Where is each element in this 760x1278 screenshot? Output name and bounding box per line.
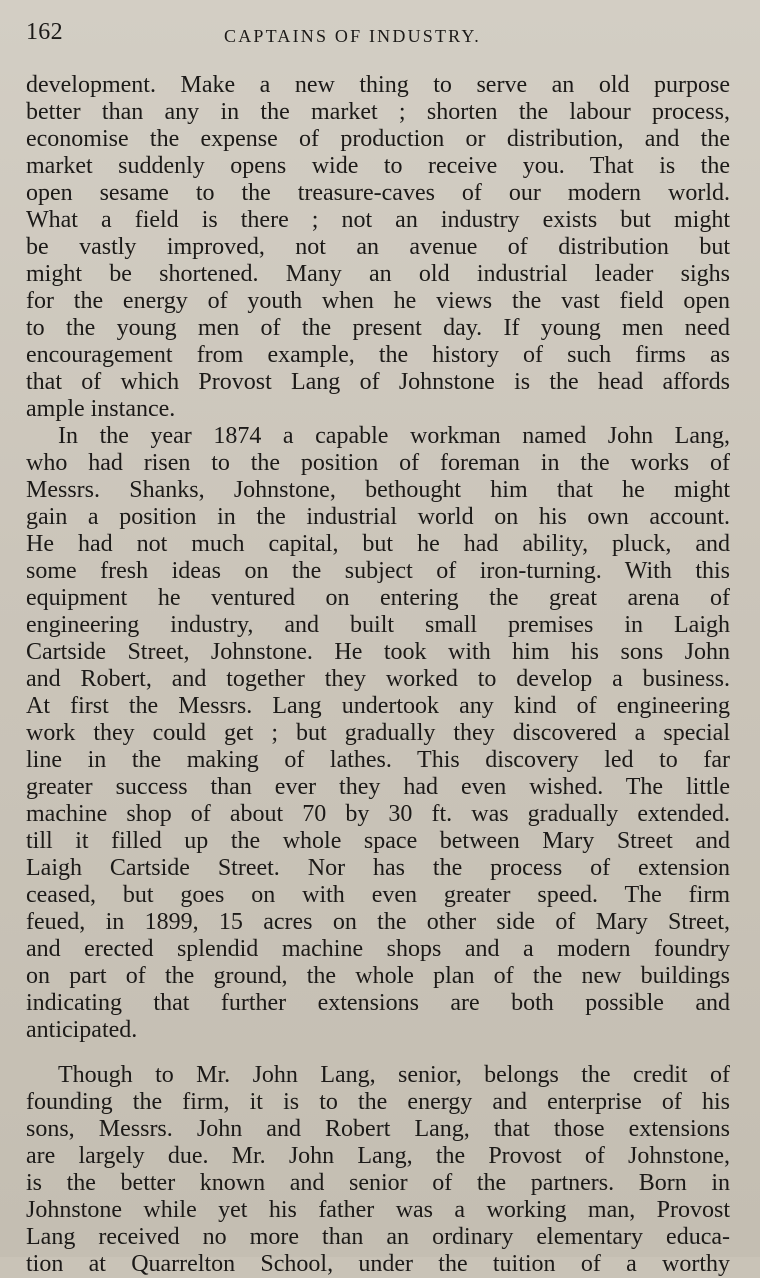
- text-line: Messrs. Shanks, Johnstone, bethought him that he might: [26, 477, 730, 503]
- text-line: ceased, but goes on with even greater speed. The firm: [26, 882, 730, 908]
- text-line: sons, Messrs. John and Robert Lang, that those extensions: [26, 1116, 730, 1142]
- paragraph-1: [26, 72, 730, 423]
- text-line: market suddenly opens wide to receive you. That is the: [26, 153, 730, 179]
- text-line: tion at Quarrelton School, under the tuition of a worthy: [26, 1251, 730, 1277]
- text-line: and Robert, and together they worked to develop a business.: [26, 666, 730, 692]
- text-line: feued, in 1899, 15 acres on the other side of Mary Street,: [26, 909, 730, 935]
- text-line: development. Make a new thing to serve an old purpose: [26, 72, 730, 98]
- text-line: be vastly improved, not an avenue of distribution but: [26, 234, 730, 260]
- text-line: better than any in the market ; shorten the labour process,: [26, 99, 730, 125]
- body-text: [26, 72, 730, 1278]
- text-line: greater success than ever they had even wished. The little: [26, 774, 730, 800]
- text-line: Lang received no more than an ordinary elementary educa-: [26, 1224, 730, 1250]
- text-line: work they could get ; but gradually they discovered a special: [26, 720, 730, 746]
- text-line: might be shortened. Many an old industrial leader sighs: [26, 261, 730, 287]
- text-line: to the young men of the present day. If young men need: [26, 315, 730, 341]
- page-header: [26, 20, 726, 54]
- paragraph-gap: [26, 1044, 730, 1062]
- text-line: Cartside Street, Johnstone. He took with him his sons John: [26, 639, 730, 665]
- text-line: He had not much capital, but he had ability, pluck, and: [26, 531, 730, 557]
- text-line: encouragement from example, the history of such firms as: [26, 342, 730, 368]
- text-line: indicating that further extensions are both possible and: [26, 990, 730, 1016]
- text-line: some fresh ideas on the subject of iron-turning. With this: [26, 558, 730, 584]
- page-number: 162: [26, 19, 63, 45]
- text-line: till it filled up the whole space between Mary Street and: [26, 828, 730, 854]
- text-line: is the better known and senior of the partners. Born in: [26, 1170, 730, 1196]
- text-line: and erected splendid machine shops and a modern foundry: [26, 936, 730, 962]
- text-line: on part of the ground, the whole plan of the new buildings: [26, 963, 730, 989]
- text-line: Though to Mr. John Lang, senior, belongs the credit of: [58, 1062, 730, 1088]
- text-line: are largely due. Mr. John Lang, the Provost of Johnstone,: [26, 1143, 730, 1169]
- text-line: What a field is there ; not an industry exists but might: [26, 207, 730, 233]
- text-line: for the energy of youth when he views the vast field open: [26, 288, 730, 314]
- text-line: economise the expense of production or distribution, and the: [26, 126, 730, 152]
- text-line: who had risen to the position of foreman in the works of: [26, 450, 730, 476]
- text-line: ample instance.: [26, 396, 176, 422]
- text-line: Johnstone while yet his father was a working man, Provost: [26, 1197, 730, 1223]
- running-title: CAPTAINS OF INDUSTRY.: [224, 26, 481, 46]
- paragraph-2: [26, 423, 730, 1044]
- text-line: anticipated.: [26, 1017, 138, 1043]
- text-line: founding the firm, it is to the energy and enterprise of his: [26, 1089, 730, 1115]
- text-line: Laigh Cartside Street. Nor has the process of extension: [26, 855, 730, 881]
- text-line: In the year 1874 a capable workman named John Lang,: [58, 423, 730, 449]
- text-line: line in the making of lathes. This discovery led to far: [26, 747, 730, 773]
- paragraph-3: [26, 1062, 730, 1278]
- text-line: At first the Messrs. Lang undertook any kind of engineering: [26, 693, 730, 719]
- text-line: gain a position in the industrial world on his own account.: [26, 504, 730, 530]
- text-line: machine shop of about 70 by 30 ft. was gradually extended.: [26, 801, 730, 827]
- text-line: that of which Provost Lang of Johnstone is the head affords: [26, 369, 730, 395]
- text-line: engineering industry, and built small premises in Laigh: [26, 612, 730, 638]
- text-line: open sesame to the treasure-caves of our modern world.: [26, 180, 730, 206]
- text-line: equipment he ventured on entering the great arena of: [26, 585, 730, 611]
